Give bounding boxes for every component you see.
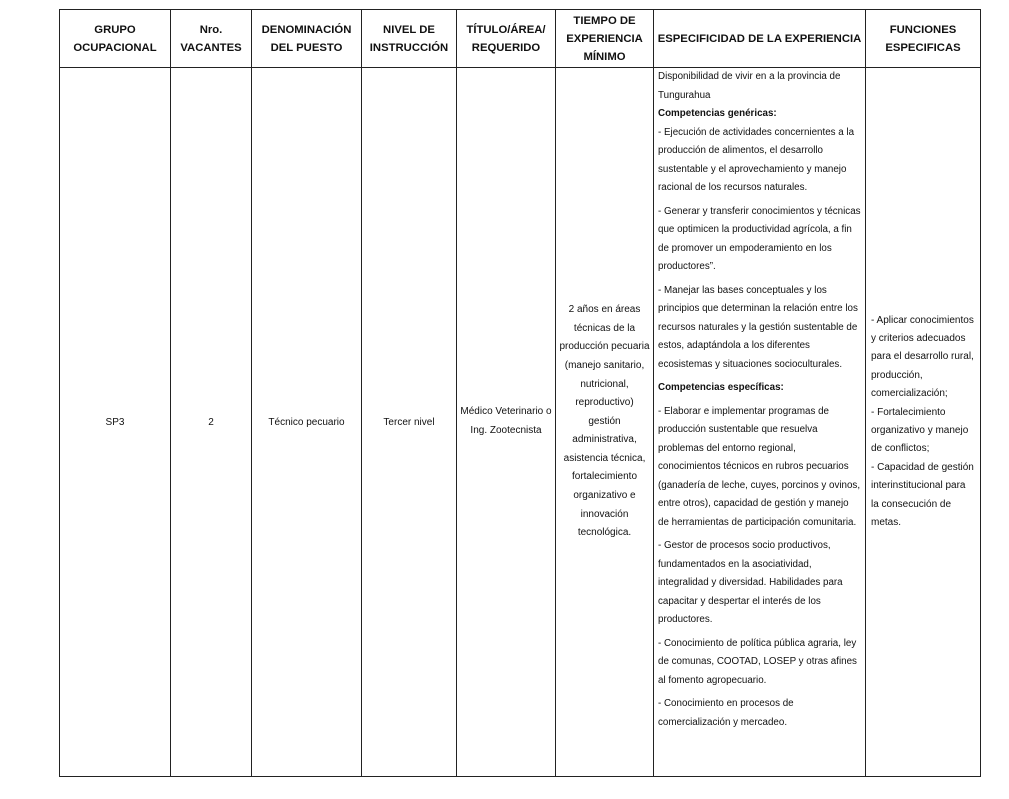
cell-titulo xyxy=(457,68,556,777)
funcion-item: - Capacidad de gestión interinstitucional para la consecución de metas. xyxy=(871,461,974,529)
header-denominacion: DENOMINACIÓN DEL PUESTO xyxy=(252,10,362,68)
header-titulo: TÍTULO/ÁREA/ REQUERIDO xyxy=(457,10,556,68)
cell-grupo: SP3 xyxy=(60,68,171,777)
cell-denominacion: Técnico pecuario xyxy=(252,68,362,777)
cell-tiempo xyxy=(556,68,654,777)
table-row xyxy=(60,68,981,777)
spec-especifica-item: - Gestor de procesos socio productivos, fundamentados en la asociatividad, integralidad y diversidad. Habilidades para capacitar y despertar el interés de los productores. xyxy=(658,540,843,625)
cell-especificidad xyxy=(654,68,866,777)
spec-generica-item: - Generar y transferir conocimientos y técnicas que optimicen la productividad agrícola, a fin de promover un empoderamiento en los productores”. xyxy=(658,205,861,272)
job-requirements-table xyxy=(59,9,981,777)
spec-especifica-item: - Conocimiento de política pública agraria, ley de comunas, COOTAD, LOSEP y otras afines al fomento agropecuario. xyxy=(658,637,857,686)
header-vacantes: Nro. VACANTES xyxy=(171,10,252,68)
titulo-text: Médico Veterinario o Ing. Zootecnista xyxy=(460,406,552,436)
spec-especifica-item: - Elaborar e implementar programas de producción sustentable que resuelva problemas del entorno regional, conocimientos técnicos en rubros pecuarios (ganadería de leche, cuyes, porcinos y ovinos, entre otros), capacidad de gestión y manejo de herramientas de participación comunitaria. xyxy=(658,405,861,528)
tiempo-text: 2 años en áreas técnicas de la producción pecuaria (manejo sanitario, nutricional, reproductivo) gestión administrativa, asistencia técnica, fortalecimiento organizativo e innovación tecnológica. xyxy=(559,304,650,539)
spec-especificas-heading: Competencias específicas: xyxy=(658,382,784,393)
spec-genericas-heading: Competencias genéricas: xyxy=(658,108,777,119)
cell-funciones xyxy=(866,68,981,777)
header-nivel: NIVEL DE INSTRUCCIÓN xyxy=(362,10,457,68)
funcion-item: - Aplicar conocimientos y criterios adecuados para el desarrollo rural, producción, comercialización; xyxy=(871,314,974,400)
spec-generica-item: - Manejar las bases conceptuales y los principios que determinan la relación entre los recursos naturales y la gestión sustentable de estos, adaptándola a los diferentes ecosistemas y situaciones socioculturales. xyxy=(658,284,858,370)
cell-nivel: Tercer nivel xyxy=(362,68,457,777)
header-funciones: FUNCIONES ESPECIFICAS xyxy=(866,10,981,68)
spec-especifica-item: - Conocimiento en procesos de comercialización y mercadeo. xyxy=(658,698,794,728)
header-tiempo: TIEMPO DE EXPERIENCIA MÍNIMO xyxy=(556,10,654,68)
spec-intro: Disponibilidad de vivir en a la provincia de Tungurahua xyxy=(658,71,841,101)
header-especificidad: ESPECIFICIDAD DE LA EXPERIENCIA xyxy=(654,10,866,68)
header-grupo: GRUPO OCUPACIONAL xyxy=(60,10,171,68)
header-row xyxy=(60,10,981,68)
spec-generica-item: - Ejecución de actividades concernientes a la producción de alimentos, el desarrollo sustentable y el aprovechamiento y manejo racional de los recursos naturales. xyxy=(658,126,855,193)
funcion-item: - Fortalecimiento organizativo y manejo de conflictos; xyxy=(871,406,969,455)
cell-vacantes: 2 xyxy=(171,68,252,777)
